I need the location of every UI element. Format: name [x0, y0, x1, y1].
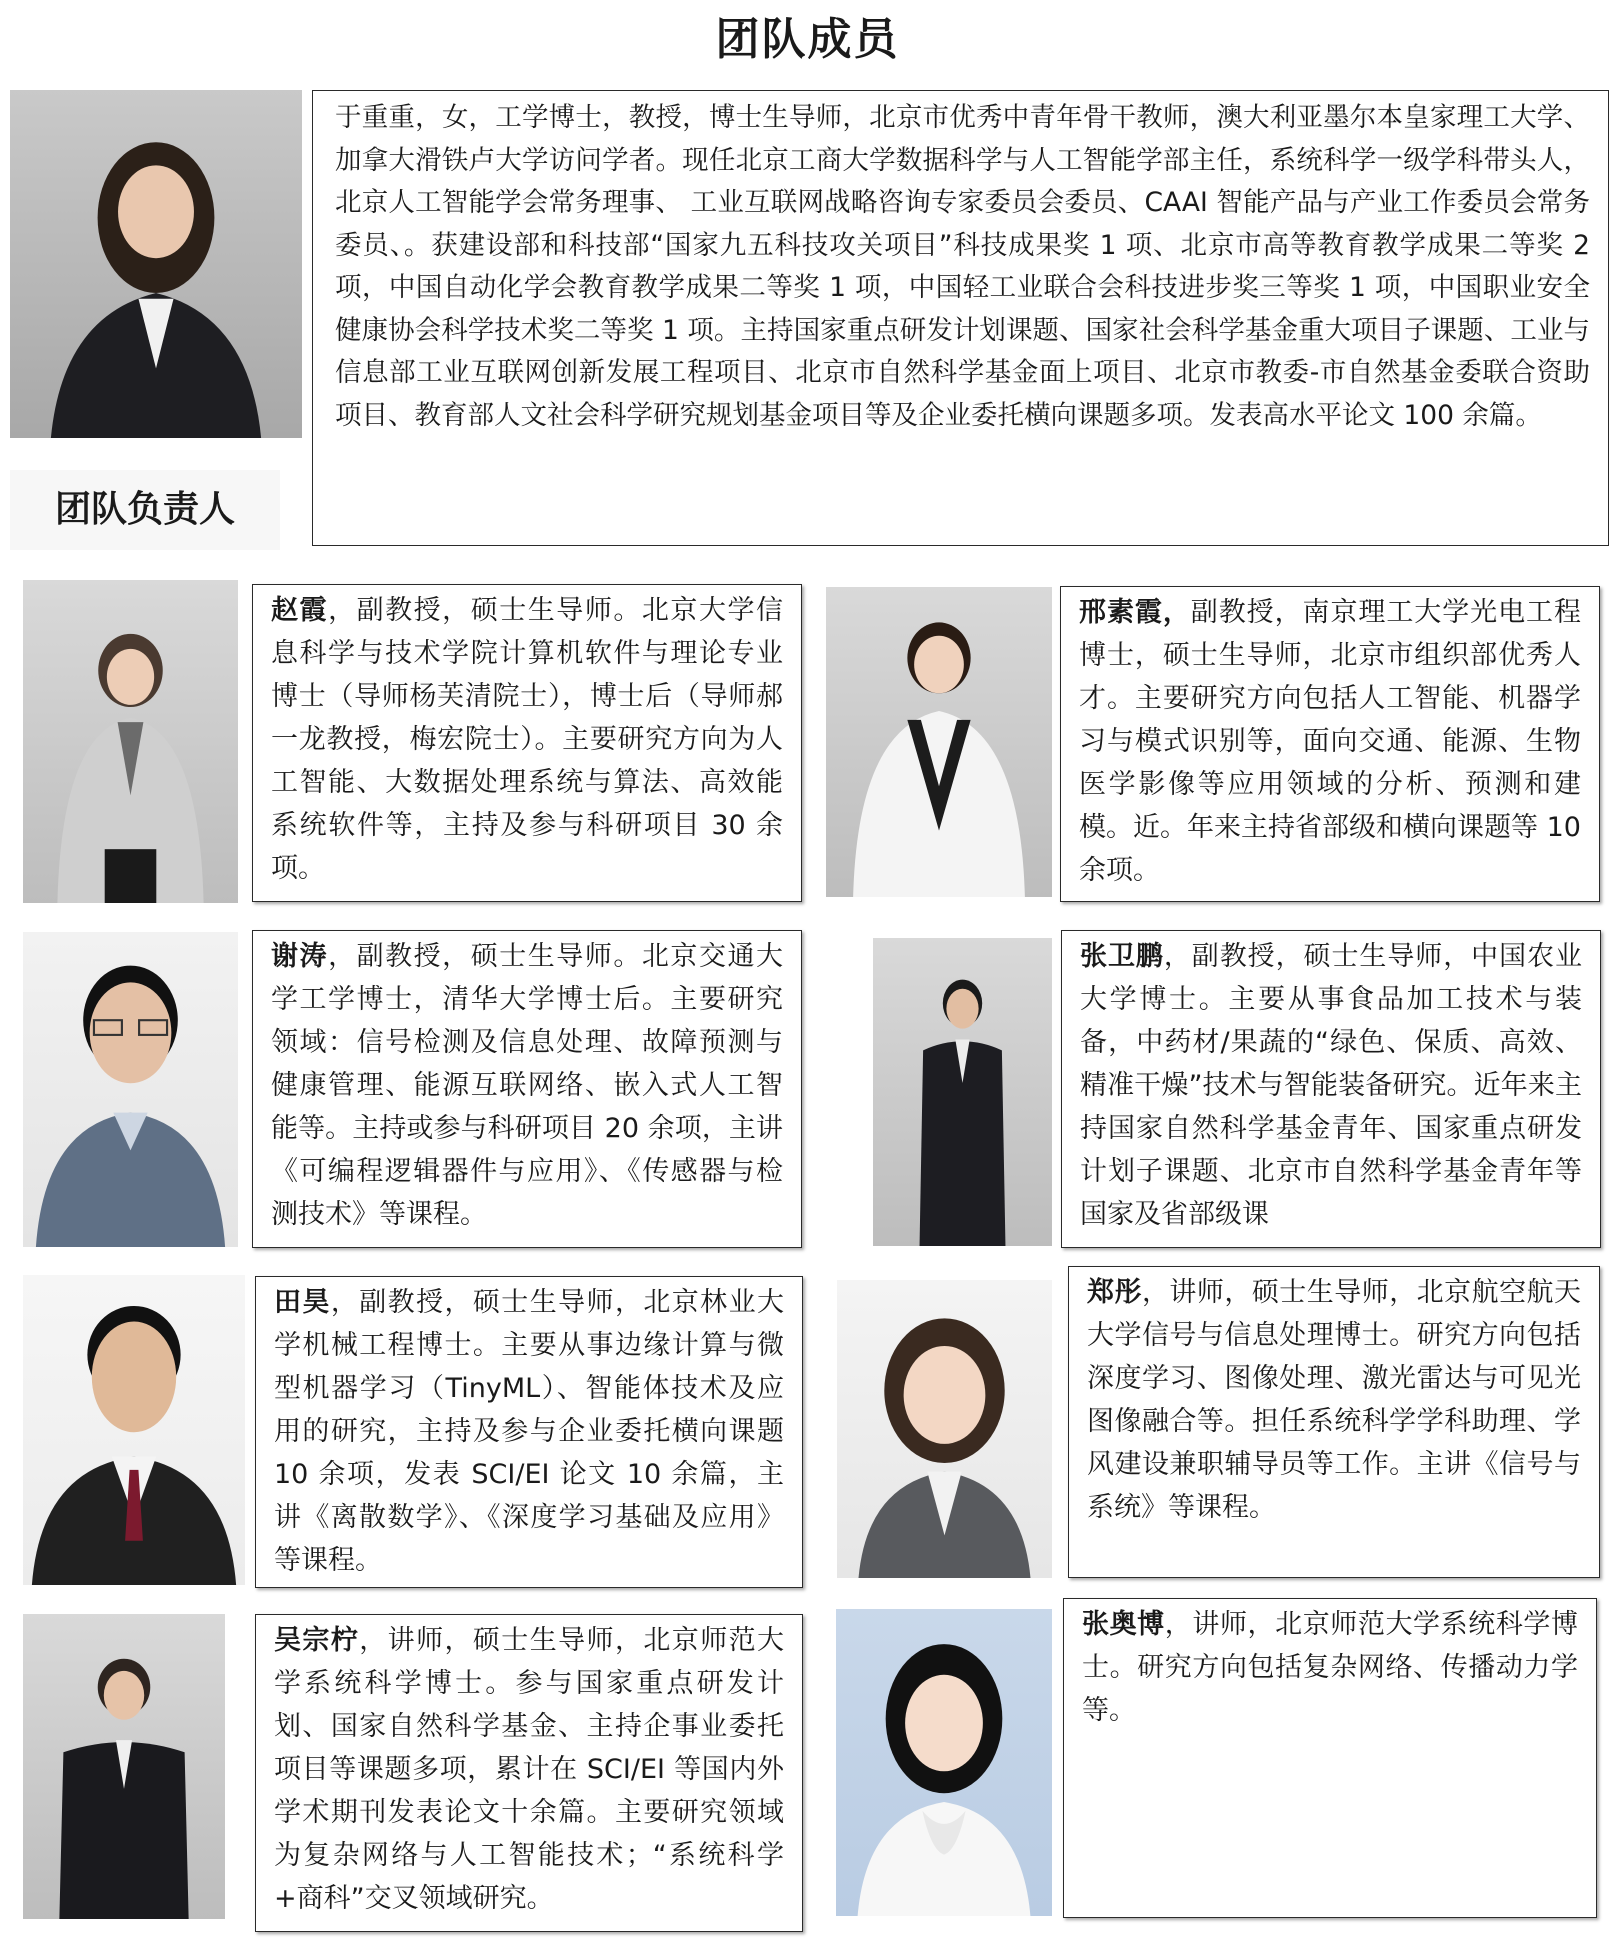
- leader-bio: [312, 90, 1609, 546]
- member-bio: ，副教授，硕士生导师，北京林业大学机械工程博士。主要从事边缘计算与微型机器学习（TinyML）、智能体技术及应用的研究，主持及参与企业委托横向课题 10 余项，发表 SCI/EI 论文 10 余篇，主讲《离散数学》、《深度学习基础及应用》等课程。: [274, 1287, 785, 1576]
- member-bio: ，讲师，硕士生导师，北京航空航天大学信号与信息处理博士。研究方向包括深度学习、图像处理、激光雷达与可见光图像融合等。担任系统科学学科助理、学风建设兼职辅导员等工作。主讲《信号与系统》等课程。: [1087, 1277, 1582, 1523]
- member-photo-zhao-xia: [23, 580, 238, 903]
- member-name: 吴宗柠: [274, 1625, 360, 1656]
- member-name: 赵霞: [271, 595, 329, 626]
- member-photo-zhang-weipeng: [873, 938, 1052, 1246]
- page-title: 团队成员: [715, 14, 900, 65]
- member-name: 谢涛: [271, 941, 329, 972]
- member-name: 田昊: [274, 1287, 331, 1318]
- member-name: 邢素霞，: [1079, 597, 1191, 628]
- member-name: 张卫鹏: [1080, 941, 1164, 972]
- member-card-zhao-xia: [252, 584, 802, 902]
- leader-photo: [10, 90, 302, 438]
- member-photo-zheng-tong: [837, 1280, 1052, 1578]
- member-card-xie-tao: [252, 930, 802, 1248]
- leader-bio-text: 于重重，女，工学博士，教授，博士生导师，北京市优秀中青年骨干教师，澳大利亚墨尔本皇家理工大学、加拿大滑铁卢大学访问学者。现任北京工商大学数据科学与人工智能学部主任，系统科学一级学科带头人，北京人工智能学会常务理事、 工业互联网战略咨询专家委员会委员、CAAI 智能产品与产业工作委员会常务委员、。获建设部和科技部“国家九五科技攻关项目”科技成果奖 1 项、北京市高等教育教学成果二等奖 2 项，中国自动化学会教育教学成果二等奖 1 项，中国轻工业联合会科技进步奖三等奖 1 项，中国职业安全健康协会科学技术奖二等奖 1 项。主持国家重点研发计划课题、国家社会科学基金重大项目子课题、工业与信息部工业互联网创新发展工程项目、北京市自然科学基金面上项目、北京市教委-市自然基金委联合资助项目、教育部人文社会科学研究规划基金项目等及企业委托横向课题多项。发表高水平论文 100 余篇。: [335, 102, 1590, 431]
- member-card-zhang-weipeng: [1061, 930, 1601, 1248]
- member-photo-zhang-aobo: [836, 1609, 1052, 1916]
- member-photo-tian-hao: [23, 1275, 245, 1585]
- member-card-wu-zongning: [255, 1614, 803, 1932]
- member-card-zhang-aobo: [1063, 1598, 1597, 1918]
- member-name: 郑彤: [1087, 1277, 1142, 1308]
- member-photo-xing-suxia: [826, 587, 1052, 897]
- member-bio: ，讲师，北京师范大学系统科学博士。研究方向包括复杂网络、传播动力学等。: [1082, 1609, 1579, 1726]
- member-bio: ，副教授，硕士生导师。北京交通大学工学博士，清华大学博士后。主要研究领域：信号检测及信息处理、故障预测与健康管理、能源互联网络、嵌入式人工智能等。主持或参与科研项目 20 余项，主讲《可编程逻辑器件与应用》、《传感器与检测技术》等课程。: [271, 941, 784, 1230]
- member-card-xing-suxia: [1060, 586, 1600, 902]
- member-bio: 副教授，南京理工大学光电工程博士，硕士生导师，北京市组织部优秀人才。主要研究方向包括人工智能、机器学习与模式识别等，面向交通、能源、生物医学影像等应用领域的分析、预测和建模。近。年来主持省部级和横向课题等 10 余项。: [1079, 597, 1582, 886]
- member-bio: ，讲师，硕士生导师，北京师范大学系统科学博士。参与国家重点研发计划、国家自然科学基金、主持企事业委托项目等课题多项，累计在 SCI/EI 等国内外学术期刊发表论文十余篇。主要研究领域为复杂网络与人工智能技术；“系统科学+商科”交叉领域研究。: [274, 1625, 785, 1914]
- member-photo-wu-zongning: [23, 1614, 225, 1919]
- member-photo-xie-tao: [23, 932, 238, 1247]
- leader-label: 团队负责人: [10, 470, 280, 550]
- member-card-zheng-tong: [1068, 1266, 1600, 1578]
- member-bio: ，副教授，硕士生导师。北京大学信息科学与技术学院计算机软件与理论专业博士（导师杨芙清院士），博士后（导师郝一龙教授，梅宏院士）。主要研究方向为人工智能、大数据处理系统与算法、高效能系统软件等，主持及参与科研项目 30 余项。: [271, 595, 784, 884]
- member-card-tian-hao: [255, 1276, 803, 1588]
- member-name: 张奥博: [1082, 1609, 1165, 1640]
- member-bio: ，副教授，硕士生导师，中国农业大学博士。主要从事食品加工技术与装备，中药材/果蔬的“绿色、保质、高效、精准干燥”技术与智能装备研究。近年来主持国家自然科学基金青年、国家重点研发计划子课题、北京市自然科学基金青年等国家及省部级课: [1080, 941, 1583, 1230]
